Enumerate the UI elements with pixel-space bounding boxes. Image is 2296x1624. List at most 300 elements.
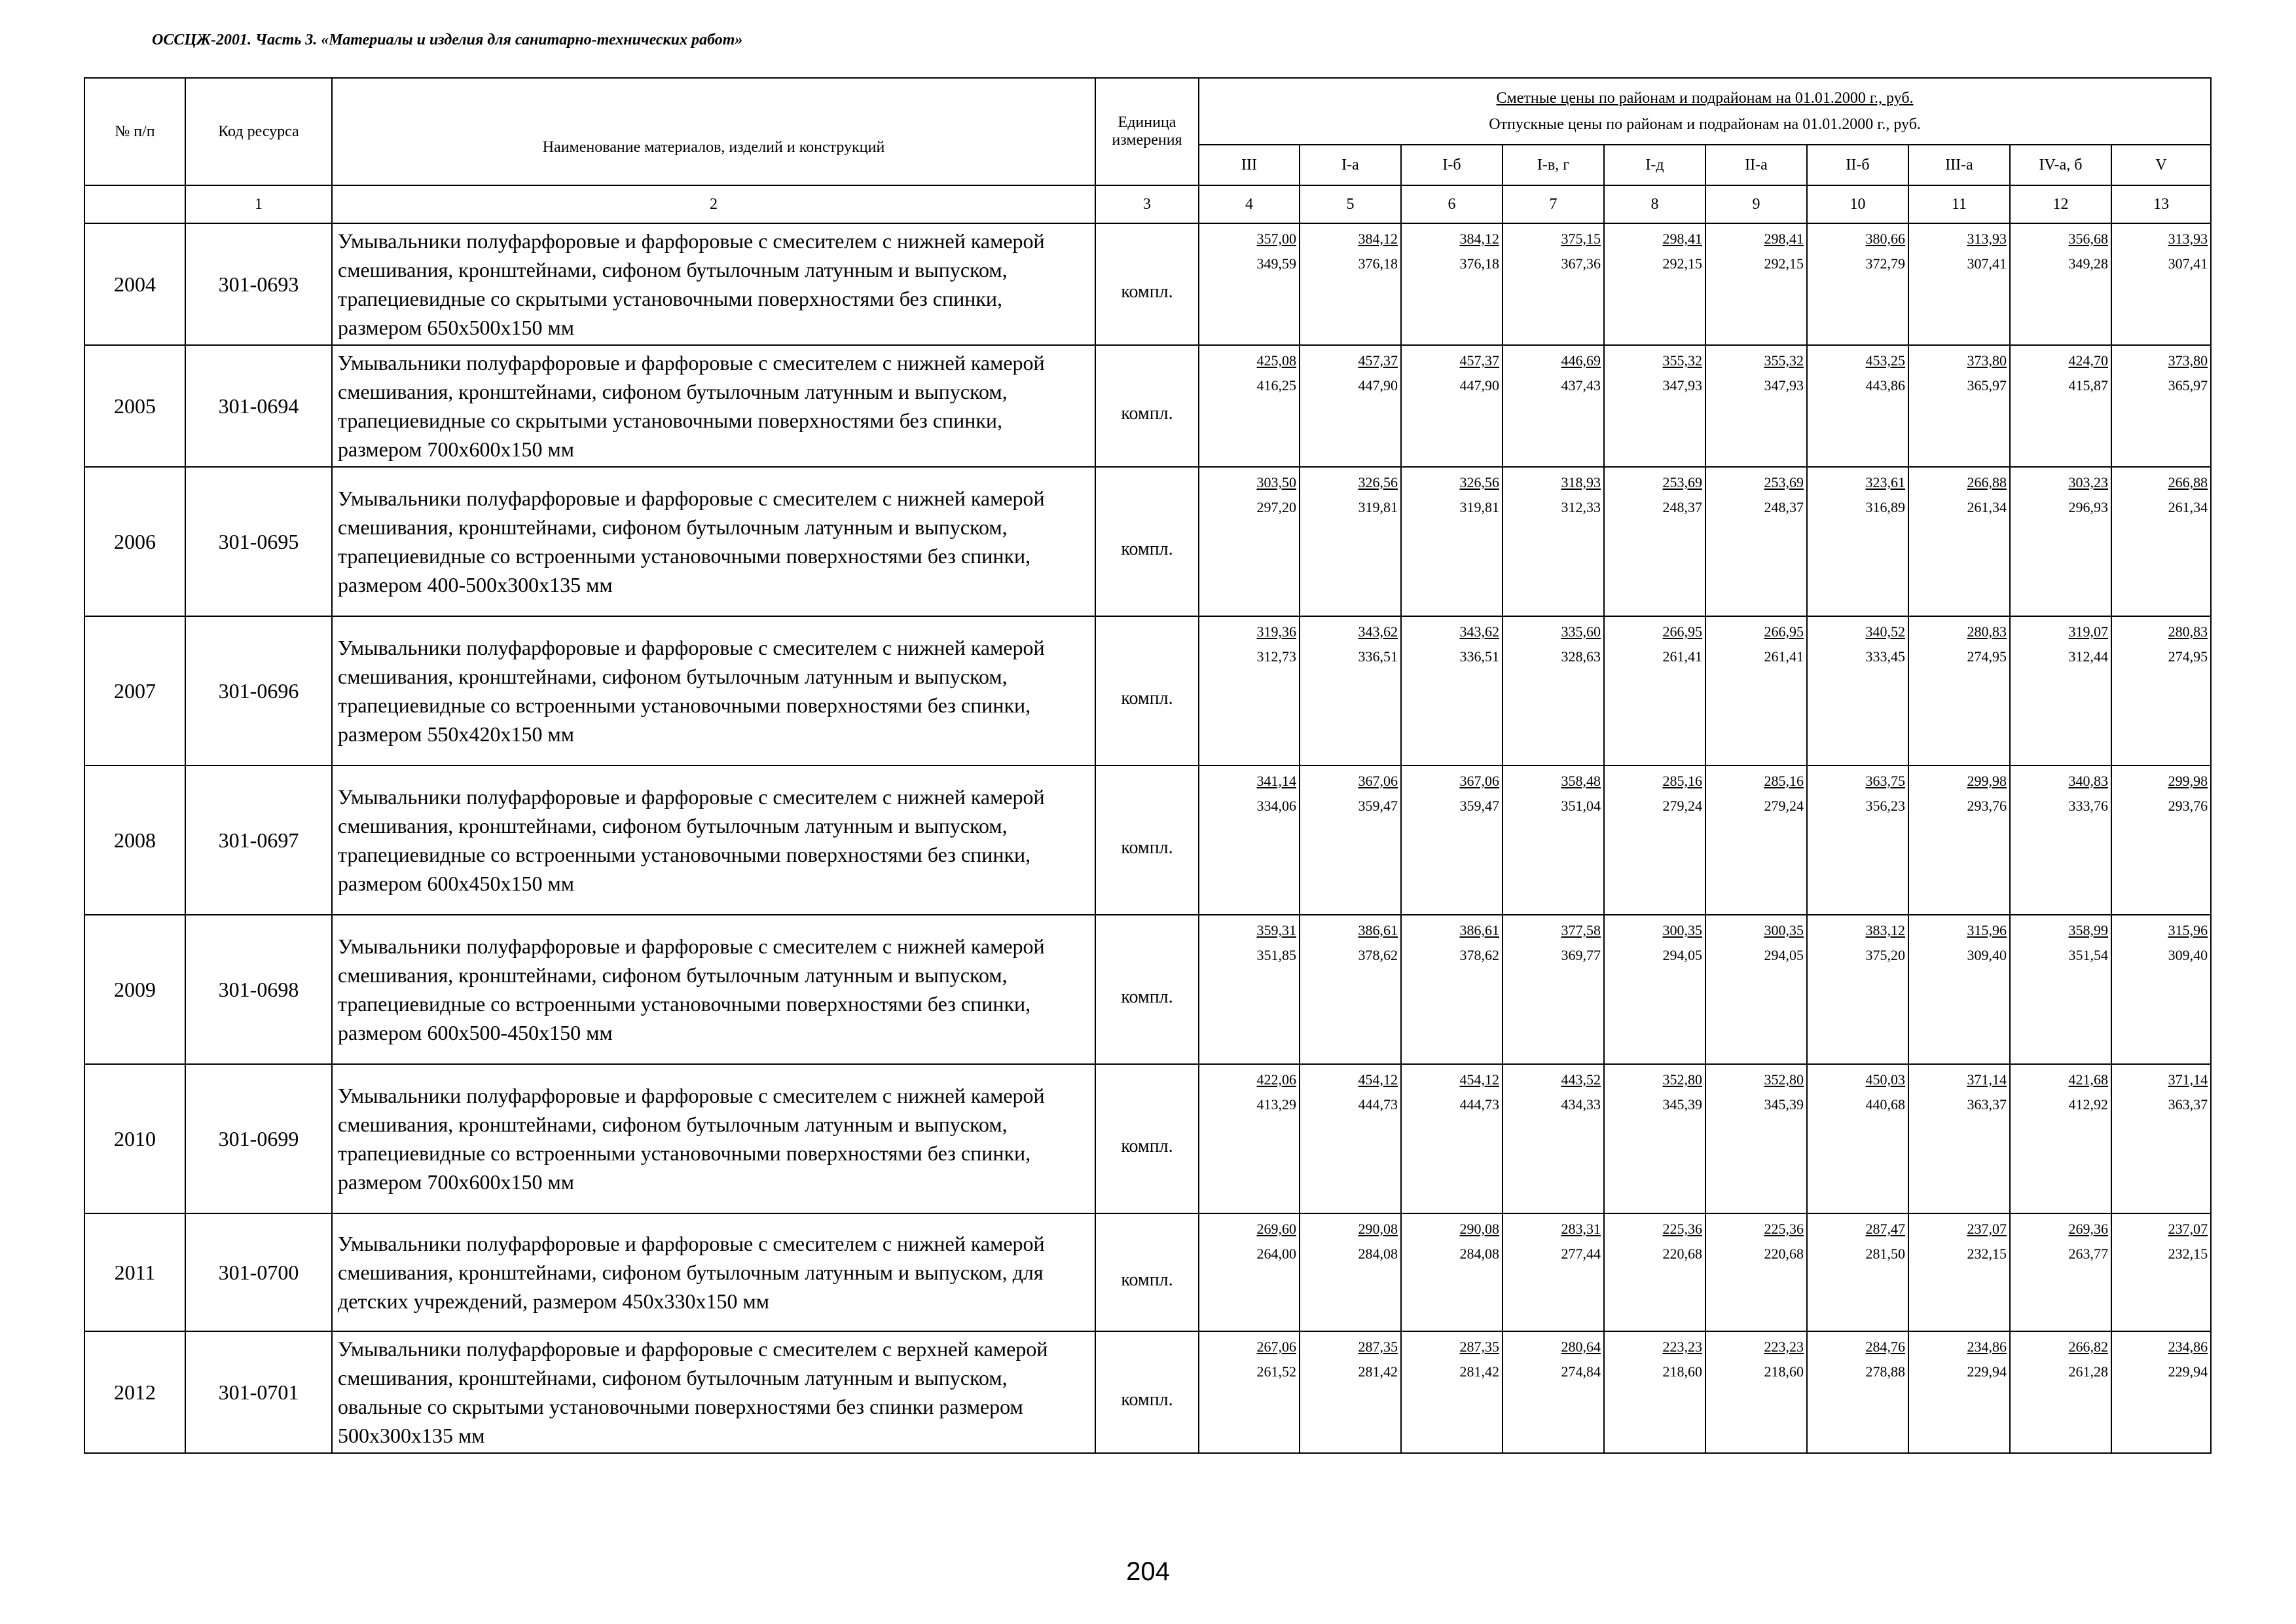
release-price: 297,20	[1256, 499, 1296, 515]
price-cell	[1908, 467, 2010, 616]
row-number: 2012	[84, 1331, 185, 1453]
price-cell	[1604, 1064, 1705, 1213]
estimate-price: 290,08	[1459, 1221, 1499, 1237]
resource-code: 301-0699	[185, 1064, 332, 1213]
column-number: 10	[1807, 185, 1908, 223]
row-number: 2009	[84, 915, 185, 1064]
price-cell	[1705, 223, 1807, 345]
release-price: 351,04	[1561, 798, 1601, 814]
estimate-price: 285,16	[1764, 773, 1804, 789]
price-cell	[1604, 223, 1705, 345]
price-cell	[1199, 223, 1300, 345]
release-price: 218,60	[1764, 1363, 1804, 1380]
release-price: 261,41	[1764, 648, 1804, 665]
resource-code: 301-0693	[185, 223, 332, 345]
release-price: 296,93	[2068, 499, 2108, 515]
estimate-price: 335,60	[1561, 623, 1601, 640]
price-cell	[1503, 1331, 1604, 1453]
header-name: Наименование материалов, изделий и конструкций	[332, 78, 1095, 185]
price-cell	[1908, 345, 2010, 467]
item-name: Умывальники полуфарфоровые и фарфоровые с смесителем с нижней камерой смешивания, кронштейнами, сифоном бутылочным латунным и выпуском, трапециевидные со встроенными установочными поверхностями без спинки, размером 700х600х150 мм	[332, 1064, 1095, 1213]
release-price: 229,94	[2168, 1363, 2208, 1380]
item-name: Умывальники полуфарфоровые и фарфоровые с смесителем с нижней камерой смешивания, кронштейнами, сифоном бутылочным латунным и выпуском, трапециевидные со встроенными установочными поверхностями без спинки, размером 550х420х150 мм	[332, 616, 1095, 766]
estimate-price: 280,64	[1561, 1338, 1601, 1355]
row-number: 2004	[84, 223, 185, 345]
unit-of-measure: компл.	[1095, 1331, 1199, 1453]
header-code: Код ресурса	[185, 78, 332, 185]
price-cell	[1199, 1213, 1300, 1331]
price-cell	[1503, 616, 1604, 766]
release-price: 345,39	[1764, 1096, 1804, 1113]
estimate-price: 359,31	[1256, 922, 1296, 938]
release-price: 413,29	[1256, 1096, 1296, 1113]
price-cell	[2111, 345, 2211, 467]
price-cell	[1503, 467, 1604, 616]
estimate-price: 280,83	[1967, 623, 2007, 640]
price-cell	[1604, 1213, 1705, 1331]
release-price: 232,15	[2168, 1246, 2208, 1262]
estimate-price: 234,86	[2168, 1338, 2208, 1355]
document-header: ОССЦЖ-2001. Часть 3. «Материалы и изделия для санитарно-технических работ»	[152, 31, 743, 48]
price-cell	[2010, 223, 2111, 345]
release-price: 336,51	[1358, 648, 1398, 665]
release-price: 278,88	[1865, 1363, 1905, 1380]
release-price: 378,62	[1358, 947, 1398, 963]
column-number: 12	[2010, 185, 2111, 223]
release-price: 279,24	[1662, 798, 1702, 814]
unit-of-measure: компл.	[1095, 1064, 1199, 1213]
row-number: 2006	[84, 467, 185, 616]
column-number: 9	[1705, 185, 1807, 223]
column-number: 11	[1908, 185, 2010, 223]
estimate-price: 386,61	[1358, 922, 1398, 938]
price-cell	[1705, 616, 1807, 766]
unit-of-measure: компл.	[1095, 345, 1199, 467]
price-cell	[1503, 1064, 1604, 1213]
release-price: 277,44	[1561, 1246, 1601, 1262]
price-cell	[1705, 1064, 1807, 1213]
release-price: 312,73	[1256, 648, 1296, 665]
price-cell	[1300, 915, 1401, 1064]
price-cell	[2010, 1213, 2111, 1331]
resource-code: 301-0700	[185, 1213, 332, 1331]
release-price: 261,28	[2068, 1363, 2108, 1380]
estimate-price: 283,31	[1561, 1221, 1601, 1237]
release-price: 359,47	[1358, 798, 1398, 814]
price-cell	[1300, 616, 1401, 766]
release-price: 294,05	[1764, 947, 1804, 963]
release-price: 274,95	[2168, 648, 2208, 665]
price-cell	[1401, 915, 1503, 1064]
estimate-price: 375,15	[1561, 231, 1601, 247]
price-cell	[1705, 766, 1807, 915]
estimate-price: 266,95	[1662, 623, 1702, 640]
price-cell	[2010, 345, 2111, 467]
estimate-price: 300,35	[1662, 922, 1702, 938]
price-cell	[1705, 467, 1807, 616]
release-price: 292,15	[1662, 255, 1702, 272]
release-price: 319,81	[1358, 499, 1398, 515]
release-price: 293,76	[1967, 798, 2007, 814]
price-cell	[1300, 1064, 1401, 1213]
header-region: IV-а, б	[2010, 145, 2111, 185]
release-price: 440,68	[1865, 1096, 1905, 1113]
table-row	[84, 766, 2211, 915]
price-cell	[2010, 616, 2111, 766]
column-number: 2	[332, 185, 1095, 223]
price-cell	[1199, 345, 1300, 467]
price-cell	[1807, 467, 1908, 616]
release-price: 347,93	[1662, 377, 1702, 394]
price-cell	[2111, 766, 2211, 915]
estimate-price: 424,70	[2068, 352, 2108, 369]
release-price: 443,86	[1865, 377, 1905, 394]
release-price: 292,15	[1764, 255, 1804, 272]
estimate-price: 223,23	[1662, 1338, 1702, 1355]
column-number: 5	[1300, 185, 1401, 223]
estimate-price: 443,52	[1561, 1071, 1601, 1088]
table-row	[84, 1213, 2211, 1331]
release-price: 319,81	[1459, 499, 1499, 515]
estimate-price: 318,93	[1561, 474, 1601, 490]
table-row	[84, 1331, 2211, 1453]
price-cell	[1908, 1213, 2010, 1331]
price-cell	[1300, 766, 1401, 915]
estimate-price: 313,93	[1967, 231, 2007, 247]
price-cell	[1199, 1331, 1300, 1453]
estimate-price: 367,06	[1358, 773, 1398, 789]
header-region: V	[2111, 145, 2211, 185]
release-price: 309,40	[2168, 947, 2208, 963]
estimate-price: 343,62	[1459, 623, 1499, 640]
release-price: 284,08	[1459, 1246, 1499, 1262]
header-estimate-prices: Сметные цены по районам и подрайонам на 01.01.2000 г., руб.	[1496, 90, 1914, 107]
release-price: 279,24	[1764, 798, 1804, 814]
item-name: Умывальники полуфарфоровые и фарфоровые с смесителем с нижней камерой смешивания, кронштейнами, сифоном бутылочным латунным и выпуском, для детских учреждений, размером 450х330х150 мм	[332, 1213, 1095, 1331]
price-cell	[1807, 1213, 1908, 1331]
table-row	[84, 223, 2211, 345]
price-cell	[1199, 1064, 1300, 1213]
estimate-price: 371,14	[1967, 1071, 2007, 1088]
price-cell	[2111, 1331, 2211, 1453]
price-cell	[1705, 345, 1807, 467]
estimate-price: 319,36	[1256, 623, 1296, 640]
price-cell	[1807, 616, 1908, 766]
price-cell	[1807, 766, 1908, 915]
header-region: I-в, г	[1503, 145, 1604, 185]
estimate-price: 315,96	[2168, 922, 2208, 938]
page-number: 204	[1126, 1557, 1170, 1586]
price-cell	[1807, 1331, 1908, 1453]
release-price: 434,33	[1561, 1096, 1601, 1113]
price-cell	[1199, 616, 1300, 766]
estimate-price: 380,66	[1865, 231, 1905, 247]
release-price: 312,33	[1561, 499, 1601, 515]
unit-of-measure: компл.	[1095, 616, 1199, 766]
price-cell	[2010, 467, 2111, 616]
release-price: 365,97	[1967, 377, 2007, 394]
estimate-price: 315,96	[1967, 922, 2007, 938]
resource-code: 301-0701	[185, 1331, 332, 1453]
release-price: 365,97	[2168, 377, 2208, 394]
price-cell	[1401, 1064, 1503, 1213]
header-region: II-б	[1807, 145, 1908, 185]
row-number: 2008	[84, 766, 185, 915]
release-price: 333,45	[1865, 648, 1905, 665]
item-name: Умывальники полуфарфоровые и фарфоровые с смесителем с верхней камерой смешивания, кронштейнами, сифоном бутылочным латунным и выпуском, овальные со скрытыми установочными поверхностями без спинки размером 500х300х135 мм	[332, 1331, 1095, 1453]
estimate-price: 373,80	[2168, 352, 2208, 369]
price-cell	[1401, 1331, 1503, 1453]
estimate-price: 373,80	[1967, 352, 2007, 369]
estimate-price: 299,98	[2168, 773, 2208, 789]
resource-code: 301-0698	[185, 915, 332, 1064]
unit-of-measure: компл.	[1095, 467, 1199, 616]
estimate-price: 253,69	[1662, 474, 1702, 490]
header-region: I-б	[1401, 145, 1503, 185]
release-price: 281,42	[1358, 1363, 1398, 1380]
header-prices	[1199, 78, 2211, 145]
estimate-price: 384,12	[1358, 231, 1398, 247]
price-cell	[1401, 1213, 1503, 1331]
row-number: 2005	[84, 345, 185, 467]
release-price: 309,40	[1967, 947, 2007, 963]
release-price: 447,90	[1358, 377, 1398, 394]
estimate-price: 371,14	[2168, 1071, 2208, 1088]
price-cell	[1705, 915, 1807, 1064]
release-price: 307,41	[1967, 255, 2007, 272]
price-cell	[2111, 1064, 2211, 1213]
estimate-price: 386,61	[1459, 922, 1499, 938]
price-cell	[2111, 1213, 2211, 1331]
price-cell	[1807, 223, 1908, 345]
release-price: 248,37	[1764, 499, 1804, 515]
item-name: Умывальники полуфарфоровые и фарфоровые с смесителем с нижней камерой смешивания, кронштейнами, сифоном бутылочным латунным и выпуском, трапециевидные со скрытыми установочными поверхностями без спинки, размером 700х600х150 мм	[332, 345, 1095, 467]
release-price: 220,68	[1764, 1246, 1804, 1262]
release-price: 349,28	[2068, 255, 2108, 272]
estimate-price: 266,95	[1764, 623, 1804, 640]
estimate-price: 225,36	[1662, 1221, 1702, 1237]
item-name: Умывальники полуфарфоровые и фарфоровые с смесителем с нижней камерой смешивания, кронштейнами, сифоном бутылочным латунным и выпуском, трапециевидные со встроенными установочными поверхностями без спинки, размером 600х450х150 мм	[332, 766, 1095, 915]
estimate-price: 269,36	[2068, 1221, 2108, 1237]
price-cell	[1604, 616, 1705, 766]
release-price: 416,25	[1256, 377, 1296, 394]
release-price: 444,73	[1358, 1096, 1398, 1113]
estimate-price: 384,12	[1459, 231, 1499, 247]
estimate-price: 363,75	[1865, 773, 1905, 789]
estimate-price: 326,56	[1358, 474, 1398, 490]
price-cell	[1300, 1213, 1401, 1331]
release-price: 274,84	[1561, 1363, 1601, 1380]
estimate-price: 323,61	[1865, 474, 1905, 490]
release-price: 447,90	[1459, 377, 1499, 394]
price-cell	[1807, 915, 1908, 1064]
estimate-price: 266,88	[2168, 474, 2208, 490]
price-cell	[1908, 1331, 2010, 1453]
estimate-price: 356,68	[2068, 231, 2108, 247]
price-cell	[2111, 616, 2211, 766]
table-row	[84, 1064, 2211, 1213]
item-name: Умывальники полуфарфоровые и фарфоровые с смесителем с нижней камерой смешивания, кронштейнами, сифоном бутылочным латунным и выпуском, трапециевидные со скрытыми установочными поверхностями без спинки, размером 650х500х150 мм	[332, 223, 1095, 345]
price-cell	[1503, 766, 1604, 915]
release-price: 347,93	[1764, 377, 1804, 394]
estimate-price: 450,03	[1865, 1071, 1905, 1088]
table-row	[84, 616, 2211, 766]
header-region: I-а	[1300, 145, 1401, 185]
estimate-price: 225,36	[1764, 1221, 1804, 1237]
estimate-price: 237,07	[2168, 1221, 2208, 1237]
column-number: 1	[185, 185, 332, 223]
estimate-price: 355,32	[1764, 352, 1804, 369]
release-price: 437,43	[1561, 377, 1601, 394]
unit-of-measure: компл.	[1095, 1213, 1199, 1331]
estimate-price: 269,60	[1256, 1221, 1296, 1237]
item-name: Умывальники полуфарфоровые и фарфоровые с смесителем с нижней камерой смешивания, кронштейнами, сифоном бутылочным латунным и выпуском, трапециевидные со встроенными установочными поверхностями без спинки, размером 400-500х300х135 мм	[332, 467, 1095, 616]
release-price: 333,76	[2068, 798, 2108, 814]
column-number: 7	[1503, 185, 1604, 223]
estimate-price: 303,23	[2068, 474, 2108, 490]
header-region: III	[1199, 145, 1300, 185]
estimate-price: 234,86	[1967, 1338, 2007, 1355]
estimate-price: 266,88	[1967, 474, 2007, 490]
item-name: Умывальники полуфарфоровые и фарфоровые с смесителем с нижней камерой смешивания, кронштейнами, сифоном бутылочным латунным и выпуском, трапециевидные со встроенными установочными поверхностями без спинки, размером 600х500-450х150 мм	[332, 915, 1095, 1064]
header-unit: Единица измерения	[1095, 78, 1199, 185]
release-price: 281,42	[1459, 1363, 1499, 1380]
release-price: 263,77	[2068, 1246, 2108, 1262]
price-cell	[1503, 1213, 1604, 1331]
estimate-price: 267,06	[1256, 1338, 1296, 1355]
release-price: 261,34	[1967, 499, 2007, 515]
release-price: 248,37	[1662, 499, 1702, 515]
column-number: 3	[1095, 185, 1199, 223]
column-number: 8	[1604, 185, 1705, 223]
price-cell	[1604, 467, 1705, 616]
price-cell	[1807, 1064, 1908, 1213]
price-cell	[1503, 915, 1604, 1064]
release-price: 281,50	[1865, 1246, 1905, 1262]
estimate-price: 343,62	[1358, 623, 1398, 640]
price-cell	[1807, 345, 1908, 467]
release-price: 356,23	[1865, 798, 1905, 814]
header-no: № п/п	[84, 78, 185, 185]
price-cell	[1604, 915, 1705, 1064]
price-cell	[2111, 467, 2211, 616]
release-price: 367,36	[1561, 255, 1601, 272]
release-price: 378,62	[1459, 947, 1499, 963]
price-cell	[1300, 1331, 1401, 1453]
release-price: 349,59	[1256, 255, 1296, 272]
price-cell	[1300, 467, 1401, 616]
release-price: 363,37	[1967, 1096, 2007, 1113]
resource-code: 301-0697	[185, 766, 332, 915]
column-number-blank	[84, 185, 185, 223]
estimate-price: 284,76	[1865, 1338, 1905, 1355]
release-price: 218,60	[1662, 1363, 1702, 1380]
price-cell	[1503, 223, 1604, 345]
release-price: 351,54	[2068, 947, 2108, 963]
release-price: 345,39	[1662, 1096, 1702, 1113]
release-price: 293,76	[2168, 798, 2208, 814]
release-price: 372,79	[1865, 255, 1905, 272]
estimate-price: 340,52	[1865, 623, 1905, 640]
price-cell	[2111, 915, 2211, 1064]
release-price: 307,41	[2168, 255, 2208, 272]
price-cell	[1401, 345, 1503, 467]
price-cell	[1199, 915, 1300, 1064]
estimate-price: 358,48	[1561, 773, 1601, 789]
unit-of-measure: компл.	[1095, 915, 1199, 1064]
table-row	[84, 345, 2211, 467]
estimate-price: 287,47	[1865, 1221, 1905, 1237]
header-region: II-а	[1705, 145, 1807, 185]
header-region: I-д	[1604, 145, 1705, 185]
estimate-price: 319,07	[2068, 623, 2108, 640]
estimate-price: 457,37	[1358, 352, 1398, 369]
unit-of-measure: компл.	[1095, 223, 1199, 345]
release-price: 336,51	[1459, 648, 1499, 665]
price-cell	[2010, 766, 2111, 915]
release-price: 312,44	[2068, 648, 2108, 665]
release-price: 444,73	[1459, 1096, 1499, 1113]
row-number: 2007	[84, 616, 185, 766]
release-price: 229,94	[1967, 1363, 2007, 1380]
estimate-price: 237,07	[1967, 1221, 2007, 1237]
column-number: 13	[2111, 185, 2211, 223]
release-price: 376,18	[1358, 255, 1398, 272]
table-row	[84, 467, 2211, 616]
price-cell	[1908, 223, 2010, 345]
estimate-price: 300,35	[1764, 922, 1804, 938]
estimate-price: 287,35	[1459, 1338, 1499, 1355]
release-price: 351,85	[1256, 947, 1296, 963]
price-cell	[1908, 766, 2010, 915]
price-cell	[2010, 1331, 2111, 1453]
price-cell	[1300, 345, 1401, 467]
release-price: 359,47	[1459, 798, 1499, 814]
release-price: 264,00	[1256, 1246, 1296, 1262]
estimate-price: 298,41	[1662, 231, 1702, 247]
release-price: 316,89	[1865, 499, 1905, 515]
price-cell	[1401, 223, 1503, 345]
estimate-price: 358,99	[2068, 922, 2108, 938]
release-price: 412,92	[2068, 1096, 2108, 1113]
price-cell	[1401, 467, 1503, 616]
estimate-price: 290,08	[1358, 1221, 1398, 1237]
release-price: 328,63	[1561, 648, 1601, 665]
release-price: 334,06	[1256, 798, 1296, 814]
price-cell	[1908, 915, 2010, 1064]
release-price: 376,18	[1459, 255, 1499, 272]
price-cell	[1705, 1331, 1807, 1453]
release-price: 261,41	[1662, 648, 1702, 665]
price-cell	[1908, 1064, 2010, 1213]
estimate-price: 383,12	[1865, 922, 1905, 938]
release-price: 375,20	[1865, 947, 1905, 963]
estimate-price: 352,80	[1662, 1071, 1702, 1088]
resource-code: 301-0695	[185, 467, 332, 616]
row-number: 2011	[84, 1213, 185, 1331]
estimate-price: 340,83	[2068, 773, 2108, 789]
estimate-price: 313,93	[2168, 231, 2208, 247]
estimate-price: 446,69	[1561, 352, 1601, 369]
header-release-prices: Отпускные цены по районам и подрайонам на 01.01.2000 г., руб.	[1489, 116, 1921, 133]
price-cell	[1908, 616, 2010, 766]
resource-code: 301-0696	[185, 616, 332, 766]
column-number: 6	[1401, 185, 1503, 223]
release-price: 369,77	[1561, 947, 1601, 963]
release-price: 261,34	[2168, 499, 2208, 515]
estimate-price: 421,68	[2068, 1071, 2108, 1088]
column-number: 4	[1199, 185, 1300, 223]
